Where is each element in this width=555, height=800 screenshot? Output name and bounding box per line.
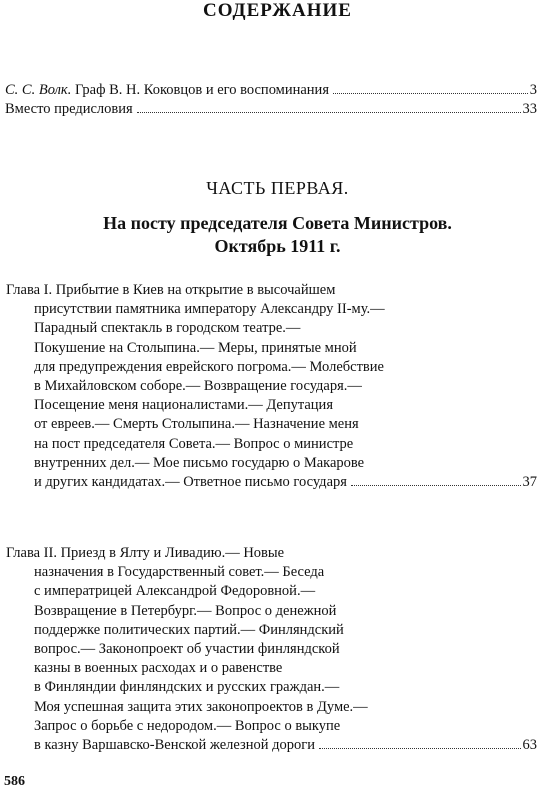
toc-chapter-line <box>6 281 537 300</box>
toc-entry-introduction[interactable] <box>5 82 537 99</box>
toc-chapter-line-text: Посещение меня националистами.— Депутация <box>34 397 333 414</box>
toc-chapter-line <box>6 544 537 563</box>
toc-chapter-line-text: Глава II. Приезд в Ялту и Ливадию.— Новые <box>6 545 285 561</box>
toc-chapter-line <box>6 377 537 396</box>
toc-chapter-line <box>6 678 537 697</box>
toc-chapter-line-text: Парадный спектакль в городском театре.— <box>34 320 301 337</box>
toc-chapter-line <box>6 319 537 338</box>
toc-chapter-line-text: поддержке политических партий.— Финляндский <box>34 621 344 638</box>
toc-chapter-line <box>6 640 537 659</box>
toc-entry-page: 37 <box>522 474 537 491</box>
page-number: 586 <box>4 774 25 789</box>
toc-chapter-line-text: Покушение на Столыпина.— Меры, принятые мной <box>34 339 357 356</box>
toc-chapter-line-text: на пост председателя Совета.— Вопрос о министре <box>34 435 354 452</box>
dot-leader <box>319 748 521 749</box>
toc-entry-preface[interactable] <box>5 101 537 118</box>
toc-chapter-line <box>6 659 537 678</box>
toc-chapter-line <box>6 339 537 358</box>
toc-chapter-line <box>6 396 537 415</box>
dot-leader <box>333 93 528 94</box>
toc-entry-title: Вместо предисловия <box>5 101 133 117</box>
toc-chapter-line-text: казны в военных расходах и о равенстве <box>34 660 283 677</box>
toc-chapter-line-text: Возвращение в Петербург.— Вопрос о денежной <box>34 602 337 619</box>
section-heading-line: Октябрь 1911 г. <box>214 236 341 256</box>
toc-entry-title <box>5 82 329 99</box>
toc-chapter-line <box>6 415 537 434</box>
toc-chapter-line-text: в Финляндии финляндских и русских граждан.— <box>34 679 340 696</box>
toc-chapter-line <box>6 454 537 473</box>
toc-chapter-line <box>6 602 537 621</box>
toc-chapter-2[interactable] <box>6 544 537 755</box>
toc-chapter-line-text: Моя успешная защита этих законопроектов в Думе.— <box>34 698 368 715</box>
toc-chapter-line-text: и других кандидатах.— Ответное письмо государя <box>34 474 347 491</box>
toc-chapter-line-text: в казну Варшавско-Венской железной дороги <box>34 737 315 754</box>
toc-entry-page: 63 <box>522 737 537 754</box>
toc-entry-page: 3 <box>529 82 537 98</box>
toc-chapter-line <box>6 563 537 582</box>
toc-chapter-line-text: для предупреждения еврейского погрома.— Молебствие <box>34 358 384 375</box>
toc-chapter-1[interactable] <box>6 281 537 492</box>
toc-chapter-line <box>6 300 537 319</box>
toc-chapter-line <box>6 358 537 377</box>
toc-chapter-line-text: в Михайловском соборе.— Возвращение государя.— <box>34 378 362 395</box>
toc-chapter-line-text: вопрос.— Законопроект об участии финляндской <box>34 641 340 658</box>
toc-chapter-line <box>6 621 537 640</box>
toc-chapter-line-text: присутствии памятника императору Александру II-му.— <box>34 301 385 318</box>
dot-leader <box>351 485 521 486</box>
part-heading: ЧАСТЬ ПЕРВАЯ. <box>206 178 349 198</box>
toc-chapter-line-text: внутренних дел.— Мое письмо государю о Макарове <box>34 454 365 471</box>
section-heading <box>0 212 555 258</box>
toc-entry-author: С. С. Волк. <box>5 82 72 98</box>
toc-chapter-line-text: с императрицей Александрой Федоровной.— <box>34 583 316 600</box>
toc-chapter-line-text: Глава I. Прибытие в Киев на открытие в высочайшем <box>6 282 336 298</box>
toc-chapter-line-text: от евреев.— Смерть Столыпина.— Назначение меня <box>34 416 359 433</box>
toc-chapter-line <box>6 582 537 601</box>
dot-leader <box>137 112 521 113</box>
toc-entry-title-text: Граф В. Н. Коковцов и его воспоминания <box>74 82 329 98</box>
toc-chapter-line <box>6 736 537 755</box>
section-heading-line: На посту председателя Совета Министров. <box>103 213 452 233</box>
toc-chapter-line <box>6 698 537 717</box>
toc-chapter-line <box>6 435 537 454</box>
toc-chapter-line <box>6 473 537 492</box>
toc-chapter-line-text: Запрос о борьбе с недородом.— Вопрос о выкупе <box>34 717 341 734</box>
toc-chapter-line <box>6 717 537 736</box>
toc-chapter-line-text: назначения в Государственный совет.— Беседа <box>34 564 325 581</box>
page-title: СОДЕРЖАНИЕ <box>203 0 352 21</box>
toc-entry-page: 33 <box>522 101 537 117</box>
